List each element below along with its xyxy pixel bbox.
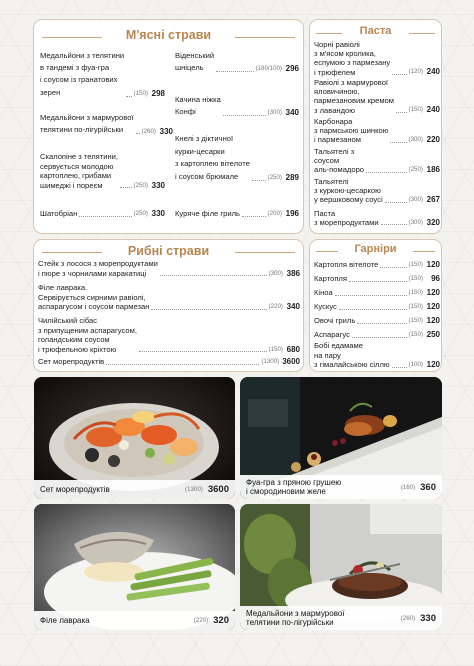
dot-leader	[79, 216, 131, 217]
dot-leader	[339, 309, 407, 310]
caption-weight: (1300)	[184, 486, 203, 493]
menu-item	[314, 302, 440, 312]
item-name: Медальйони з телятини в тандемі з фуа-гра і соусом із гранатових зерен	[40, 51, 125, 97]
item-weight: (300)	[268, 269, 283, 277]
item-weight: (180/100)	[255, 65, 282, 73]
item-price: 220	[426, 135, 440, 145]
menu-item	[314, 274, 440, 284]
menu-item	[314, 78, 440, 115]
menu-item	[175, 94, 299, 118]
dot-leader	[352, 337, 407, 338]
item-name: Куряче філе гриль	[175, 209, 240, 218]
item-weight: (220)	[268, 303, 283, 311]
photo-sea-bass	[34, 504, 235, 630]
dot-leader	[252, 180, 266, 181]
item-name: Чорні равіолі з м'ясом кролика, еспумою з пармезану і трюфелем	[314, 40, 391, 77]
item-price: 386	[286, 268, 300, 278]
item-weight: (150)	[408, 317, 423, 324]
item-name: Картопля	[314, 274, 347, 283]
menu-item	[314, 260, 440, 270]
item-weight: (150)	[133, 90, 148, 98]
item-weight: (150)	[408, 106, 423, 114]
pasta-section	[309, 19, 442, 234]
item-price: 3600	[282, 357, 300, 366]
fish-title-rule-right	[235, 252, 295, 253]
photo-caption	[240, 606, 442, 630]
item-name: Бобі едамаме на пару з гімалайською сіллю	[314, 341, 390, 370]
dot-leader	[349, 281, 407, 282]
dot-leader	[380, 267, 406, 268]
dot-leader	[381, 224, 407, 225]
meat-section-title: М'ясні страви	[125, 28, 212, 42]
menu-item	[40, 50, 165, 99]
caption-name: Філе лаврака	[40, 616, 90, 625]
item-price: 186	[426, 165, 440, 175]
menu-item	[38, 259, 300, 278]
caption-weight: (220)	[193, 617, 209, 624]
photo-seafood-set	[34, 377, 235, 499]
item-price: 196	[285, 209, 299, 218]
dot-leader	[392, 74, 406, 75]
item-name: Шатобріан	[40, 209, 78, 218]
item-name: Овочі гриль	[314, 316, 356, 325]
item-name: Аспарагус	[314, 330, 350, 339]
menu-item	[314, 209, 440, 227]
item-weight: (1300)	[261, 358, 280, 365]
dot-leader	[392, 367, 407, 368]
item-name: Картопля вітелоте	[314, 260, 379, 269]
item-price: 298	[151, 89, 165, 99]
fish-section-title: Рибні страви	[127, 244, 210, 258]
dot-leader	[120, 187, 132, 188]
dot-leader	[335, 295, 407, 296]
dot-leader	[160, 275, 267, 276]
item-price: 120	[426, 302, 440, 311]
photo-foie-gras	[240, 377, 442, 499]
item-name: Скалопіне з телятини, сервується молодою картоплею, грибами шимеджі і пореєм	[40, 152, 119, 190]
item-name: Стейк з лосося з морепродуктами і пюре з чорнилами каракатиці	[38, 259, 158, 278]
item-name: Сет морепродуктів	[38, 357, 105, 366]
meat-section	[33, 19, 304, 234]
item-name: Паста з морепродуктами	[314, 209, 379, 228]
photo-caption	[34, 480, 235, 499]
item-price: 320	[426, 217, 440, 227]
item-price: 250	[426, 330, 440, 339]
menu-item	[40, 209, 165, 219]
dot-leader	[357, 323, 406, 324]
dot-leader	[390, 142, 406, 143]
item-name: Тальятелі з куркою-цесаркою у вершковому соусі	[314, 177, 383, 205]
item-weight: (250)	[267, 174, 282, 182]
item-price: 340	[285, 108, 299, 118]
item-price: 120	[426, 360, 440, 370]
item-name: Кускус	[314, 302, 337, 311]
item-name: Карбонара з пармською шинкою і пармезаном	[314, 117, 389, 145]
item-name: Кіноа	[314, 288, 333, 297]
caption-weight: (160)	[400, 483, 416, 491]
dot-leader	[139, 351, 267, 352]
item-price: 267	[426, 195, 440, 205]
menu-item	[314, 40, 440, 77]
caption-weight: (260)	[400, 614, 416, 622]
item-name: Тальятелі з соусом аль-помадоро	[314, 147, 365, 175]
menu-item	[38, 283, 300, 312]
dot-leader	[106, 364, 259, 365]
item-weight: (300)	[408, 218, 423, 226]
caption-price: 320	[213, 615, 229, 626]
item-price: 296	[285, 64, 299, 74]
caption-price: 360	[420, 481, 436, 493]
dot-leader	[396, 112, 407, 113]
item-weight: (250)	[133, 181, 148, 189]
item-weight: (150)	[408, 303, 423, 310]
item-name: Медальйони з мармурової телятини по-лігурійськи	[40, 113, 134, 135]
dot-leader	[216, 71, 253, 72]
item-name: Равіолі з мармурової яловичиною, пармезановим кремом з лавандою	[314, 78, 394, 115]
menu-item	[40, 152, 165, 190]
item-weight: (150)	[408, 261, 423, 268]
photo-caption	[240, 475, 442, 499]
caption-name: Медальйони з мармурової телятини по-лігурійськи	[246, 609, 345, 627]
item-name: Філе лаврака. Сервірується сирними равіолі, аспарагусом і соусом пармезан	[38, 283, 150, 312]
item-name: Віденський шніцель	[175, 51, 215, 72]
item-weight: (120)	[408, 68, 423, 76]
item-name: Чилійський сібас з припущеним аспарагусом, голандським соусом і трюфельною кріхтою	[38, 316, 137, 354]
menu-item	[314, 288, 440, 298]
caption-name: Фуа-гра з пряною грушею і смородиновим желе	[246, 478, 342, 496]
menu-item	[175, 133, 299, 183]
item-weight: (250)	[408, 166, 423, 174]
item-weight: (150)	[268, 345, 283, 353]
sides-title-rule-right	[413, 251, 435, 252]
menu-item	[314, 147, 440, 175]
photo-caption	[34, 611, 235, 630]
item-weight: (150)	[408, 331, 423, 338]
menu-item	[38, 357, 300, 367]
menu-item	[314, 177, 440, 205]
item-price: 289	[285, 173, 299, 183]
dot-leader	[223, 115, 266, 116]
photo-veal-medallions	[240, 504, 442, 630]
meat-title-rule-right	[235, 37, 295, 38]
caption-name: Сет морепродуктів	[40, 485, 110, 494]
item-weight: (300)	[267, 109, 282, 117]
item-weight: (150)	[408, 289, 423, 296]
item-price: 120	[426, 260, 440, 269]
sides-section	[309, 239, 442, 372]
item-price: 240	[426, 105, 440, 115]
dot-leader	[126, 96, 131, 97]
item-price: 330	[151, 209, 165, 218]
dot-leader	[136, 133, 140, 134]
item-weight: (100)	[408, 361, 423, 369]
item-weight: (260)	[141, 127, 156, 135]
item-price: 680	[286, 344, 300, 354]
item-price: 340	[286, 302, 300, 312]
item-price: 330	[151, 180, 165, 190]
item-weight: (200)	[267, 210, 282, 217]
item-weight: (150)	[408, 275, 423, 282]
menu-item	[175, 209, 299, 219]
menu-item	[314, 316, 440, 326]
dot-leader	[242, 216, 266, 217]
dot-leader	[366, 172, 407, 173]
menu-item	[175, 50, 299, 74]
sides-section-title: Гарніри	[354, 243, 397, 255]
menu-item	[314, 117, 440, 145]
menu-item	[38, 316, 300, 354]
menu-item	[40, 112, 173, 136]
dot-leader	[151, 309, 266, 310]
fish-section	[33, 239, 304, 372]
caption-price: 3600	[207, 484, 229, 495]
item-price: 96	[431, 274, 440, 283]
menu-item	[314, 341, 440, 370]
item-price: 240	[426, 67, 440, 77]
caption-price: 330	[420, 612, 436, 624]
item-name: Качина ніжка Конфі	[175, 95, 221, 116]
item-name: Кнелі з діктичної курки-цесарки з картоплею вітелоте і соусом брюмале	[175, 134, 250, 181]
item-weight: (300)	[408, 196, 423, 204]
item-weight: (300)	[408, 136, 423, 144]
item-price: 120	[426, 288, 440, 297]
pasta-title-rule-right	[409, 33, 435, 34]
dot-leader	[385, 202, 407, 203]
pasta-section-title: Паста	[359, 25, 392, 37]
item-weight: (250)	[133, 210, 148, 217]
menu-item	[314, 330, 440, 340]
item-price: 120	[426, 316, 440, 325]
item-price: 330	[159, 126, 173, 136]
